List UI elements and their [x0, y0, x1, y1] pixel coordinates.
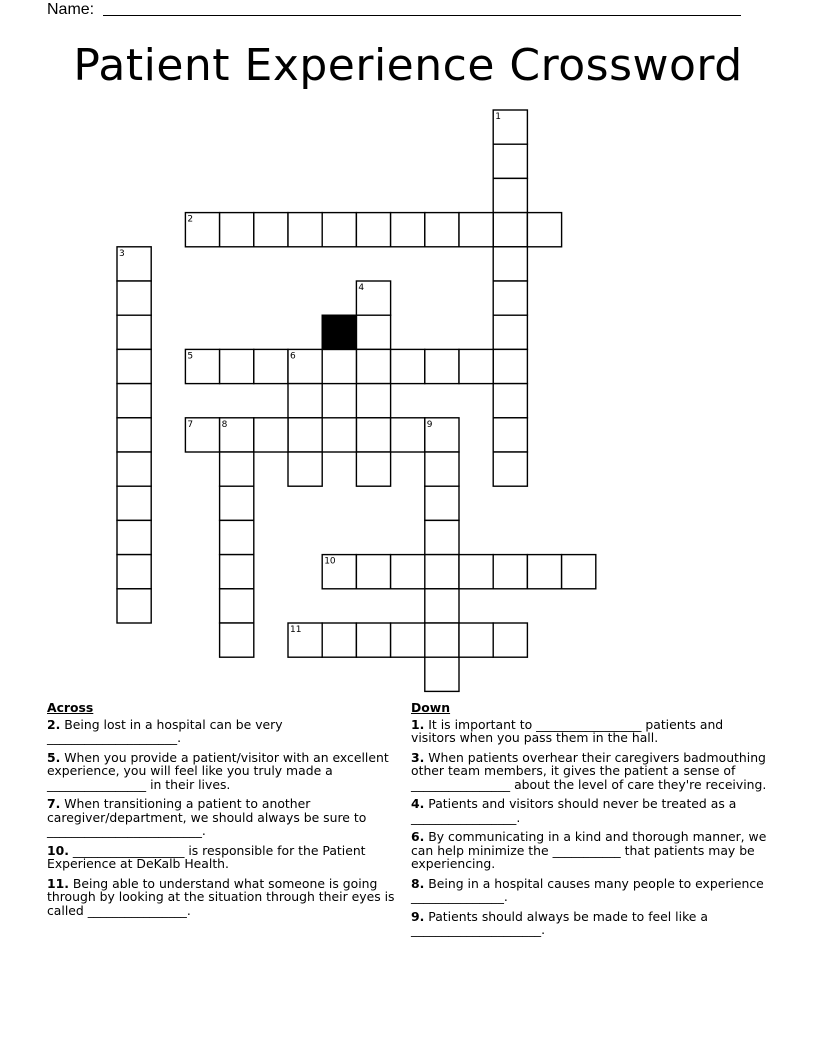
grid-cell[interactable]	[322, 418, 356, 452]
grid-cell[interactable]	[288, 213, 322, 247]
clue-number: 1.	[411, 716, 425, 732]
grid-cell[interactable]	[117, 520, 151, 554]
grid-cell[interactable]	[117, 349, 151, 383]
grid-cell[interactable]	[425, 520, 459, 554]
grid-cell[interactable]	[356, 418, 390, 452]
grid-cell[interactable]	[425, 657, 459, 691]
grid-cell[interactable]	[288, 384, 322, 418]
clue-number-label-10: 10	[324, 556, 336, 567]
clue-text: __________________ is responsible for the Patient Experience at DeKalb Health.	[47, 842, 366, 871]
across-clue-11	[47, 877, 407, 918]
grid-cell[interactable]	[459, 349, 493, 383]
grid-cell[interactable]	[356, 213, 390, 247]
blocked-cell	[322, 315, 356, 349]
grid-cell[interactable]	[425, 589, 459, 623]
down-clue-3	[411, 751, 767, 792]
grid-cell[interactable]	[527, 555, 561, 589]
grid-cell[interactable]	[493, 213, 527, 247]
grid-cell[interactable]	[425, 623, 459, 657]
clue-text: Patients and visitors should never be treated as a _________________.	[411, 796, 737, 825]
grid-cell[interactable]	[288, 418, 322, 452]
grid-cell[interactable]	[493, 349, 527, 383]
grid-cell[interactable]	[493, 315, 527, 349]
down-clue-8	[411, 877, 767, 904]
grid-cell[interactable]	[391, 213, 425, 247]
grid-cell[interactable]	[493, 247, 527, 281]
grid-cell[interactable]	[117, 589, 151, 623]
down-clue-4	[411, 797, 767, 824]
grid-cell[interactable]	[391, 349, 425, 383]
across-clue-7	[47, 797, 407, 838]
clue-number-label-11: 11	[290, 625, 302, 635]
grid-cell[interactable]	[425, 213, 459, 247]
down-clue-9	[411, 910, 767, 937]
grid-cell[interactable]	[220, 555, 254, 589]
clue-number-label-7: 7	[187, 419, 194, 430]
grid-cell[interactable]	[493, 623, 527, 657]
grid-cell[interactable]	[288, 452, 322, 486]
across-clue-10	[47, 844, 407, 871]
clue-number-label-6: 6	[290, 351, 296, 362]
clue-text: Patients should always be made to feel like a _____________________.	[411, 908, 708, 937]
clue-number: 3.	[411, 749, 425, 765]
grid-cell[interactable]	[322, 349, 356, 383]
grid-cell[interactable]	[220, 486, 254, 520]
grid-cell[interactable]	[322, 213, 356, 247]
clue-number-label-9: 9	[426, 419, 433, 430]
clue-number-label-4: 4	[358, 283, 365, 293]
grid-cell[interactable]	[117, 555, 151, 589]
clue-number: 4.	[411, 796, 425, 811]
clue-number-label-3: 3	[119, 248, 125, 259]
grid-cell[interactable]	[356, 349, 390, 383]
grid-cell[interactable]	[117, 418, 151, 452]
grid-cell[interactable]	[493, 452, 527, 486]
grid-cell[interactable]	[356, 555, 390, 589]
grid-cell[interactable]	[493, 144, 527, 178]
clue-number: 2.	[47, 716, 61, 732]
clue-number-label-8: 8	[221, 419, 228, 430]
clue-text: When patients overhear their caregivers badmouthing other team members, it gives the patient a sense of ________________ about the level of care they're receiving.	[411, 749, 767, 792]
grid-cell[interactable]	[425, 555, 459, 589]
clue-text: It is important to _________________ patients and visitors when you pass them in the hall.	[411, 716, 724, 745]
grid-cell[interactable]	[356, 452, 390, 486]
grid-cell[interactable]	[117, 486, 151, 520]
grid-cell[interactable]	[391, 418, 425, 452]
grid-cell[interactable]	[391, 623, 425, 657]
across-heading: Across	[47, 700, 94, 715]
grid-cell[interactable]	[117, 315, 151, 349]
clue-number: 5.	[47, 749, 61, 765]
grid-cell[interactable]	[562, 555, 596, 589]
grid-cell[interactable]	[220, 452, 254, 486]
clue-text: Being in a hospital causes many people to experience _______________.	[411, 875, 764, 904]
grid-cell[interactable]	[117, 384, 151, 418]
page-title: Patient Experience Crossword	[73, 40, 743, 91]
grid-cell[interactable]	[220, 520, 254, 554]
grid-cell[interactable]	[356, 384, 390, 418]
grid-cell[interactable]	[493, 178, 527, 212]
grid-cell[interactable]	[322, 623, 356, 657]
grid-cell[interactable]	[459, 213, 493, 247]
clue-number: 6.	[411, 829, 425, 844]
down-clue-6	[411, 830, 767, 871]
grid-cell[interactable]	[459, 623, 493, 657]
grid-cell[interactable]	[493, 281, 527, 315]
grid-cell[interactable]	[220, 213, 254, 247]
down-heading: Down	[411, 700, 451, 715]
grid-cell[interactable]	[356, 623, 390, 657]
across-clue-5	[47, 751, 407, 792]
clue-text: Being able to understand what someone is going through by looking at the situation through their eyes is called ________________.	[47, 875, 395, 918]
clue-text: When you provide a patient/visitor with an excellent experience, you will feel like you truly made a ________________ in their lives.	[47, 749, 389, 792]
down-clue-1	[411, 718, 767, 745]
clue-number: 8.	[411, 875, 425, 891]
grid-cell[interactable]	[117, 452, 151, 486]
grid-cell[interactable]	[220, 349, 254, 383]
grid-cell[interactable]	[220, 623, 254, 657]
clue-text: Being lost in a hospital can be very _____________________.	[47, 716, 283, 745]
grid-cell[interactable]	[459, 555, 493, 589]
clue-number: 7.	[47, 796, 61, 811]
grid-cell[interactable]	[493, 555, 527, 589]
grid-cell[interactable]	[356, 315, 390, 349]
grid-cell[interactable]	[493, 384, 527, 418]
grid-cell[interactable]	[425, 349, 459, 383]
clue-number-label-1: 1	[495, 112, 501, 122]
clue-number-label-2: 2	[187, 214, 194, 225]
grid-cell[interactable]	[117, 281, 151, 315]
clue-text: By communicating in a kind and thorough manner, we can help minimize the ___________ that patients may be experiencing.	[411, 829, 767, 871]
name-label: Name:	[47, 1, 95, 18]
grid-cell[interactable]	[425, 486, 459, 520]
down-clues	[411, 701, 767, 943]
across-clues	[47, 701, 407, 923]
clue-number-label-5: 5	[187, 351, 194, 362]
clue-number: 9.	[411, 908, 425, 924]
clue-number: 10.	[47, 842, 69, 858]
grid-cell[interactable]	[254, 349, 288, 383]
grid-cell[interactable]	[254, 418, 288, 452]
clue-text: When transitioning a patient to another caregiver/department, we should always be sure to _________________________.	[47, 796, 367, 838]
grid-cell[interactable]	[254, 213, 288, 247]
clue-number: 11.	[47, 875, 69, 891]
grid-cell[interactable]	[220, 589, 254, 623]
grid-cell[interactable]	[527, 213, 561, 247]
grid-cell[interactable]	[391, 555, 425, 589]
grid-cell[interactable]	[493, 418, 527, 452]
across-clue-2	[47, 718, 407, 745]
grid-cell[interactable]	[425, 452, 459, 486]
